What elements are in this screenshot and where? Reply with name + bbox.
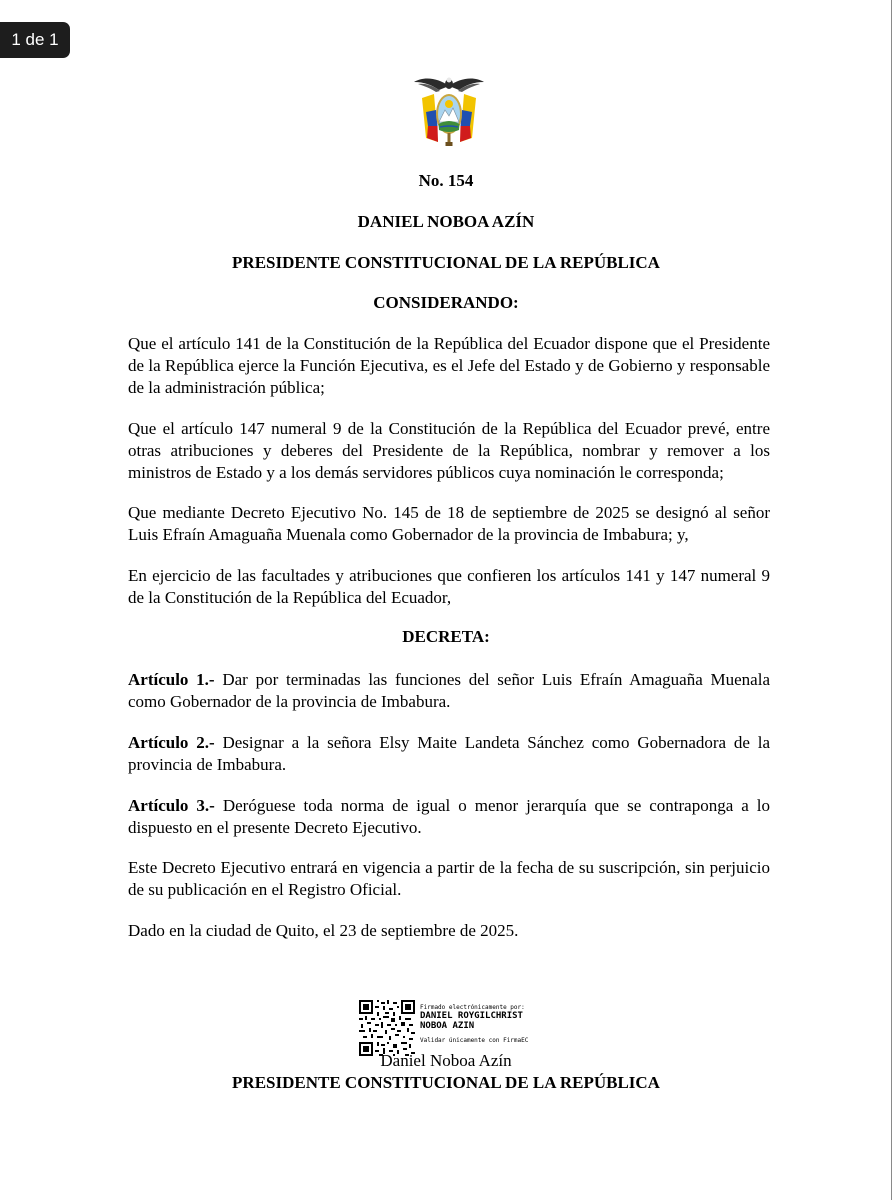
- article-text: Deróguese toda norma de igual o menor jerarquía que se contraponga a lo dispuesto en el presente Decreto Ejecutivo.: [128, 796, 771, 837]
- dado-en-paragraph: Dado en la ciudad de Quito, el 23 de septiembre de 2025.: [128, 921, 519, 940]
- article-text: Designar a la señora Elsy Maite Landeta Sánchez como Gobernadora de la provincia de Imbabura.: [128, 733, 771, 774]
- signer-title: PRESIDENTE CONSTITUCIONAL DE LA REPÚBLICA: [232, 1073, 660, 1092]
- article-label: Artículo 1.-: [128, 670, 215, 689]
- decree-number: No. 154: [418, 171, 474, 190]
- qr-code-icon: [359, 1000, 415, 1056]
- ecuador-coat-of-arms-icon: [412, 72, 486, 148]
- decreta-heading: DECRETA:: [402, 627, 490, 646]
- signer-name: Daniel Noboa Azín: [380, 1051, 512, 1070]
- signer-name-line-1: DANIEL ROYGILCHRIST: [420, 1011, 523, 1021]
- author-title: PRESIDENTE CONSTITUCIONAL DE LA REPÚBLICA: [232, 253, 660, 272]
- signed-by-label: Firmado electrónicamente por:: [420, 1004, 525, 1011]
- author-name: DANIEL NOBOA AZÍN: [357, 212, 535, 231]
- considerando-paragraph: Que mediante Decreto Ejecutivo No. 145 de 18 de septiembre de 2025 se designó al señor Luis Efraín Amaguaña Muenala como Gobernador de la provincia de Imbabura; y,: [128, 503, 770, 544]
- article-2: [128, 732, 770, 776]
- signer-name-line-2: NOBOA AZIN: [420, 1021, 475, 1031]
- validation-note: Validar únicamente con FirmaEC: [420, 1037, 529, 1044]
- electronic-signature: [359, 1000, 559, 1058]
- vigencia-paragraph: Este Decreto Ejecutivo entrará en vigencia a partir de la fecha de su suscripción, sin perjuicio de su publicación en el Registro Oficial.: [128, 858, 770, 899]
- considerando-heading: CONSIDERANDO:: [373, 293, 519, 312]
- article-1: [128, 669, 770, 713]
- considerando-paragraph: Que el artículo 141 de la Constitución de la República del Ecuador dispone que el Presidente de la República ejerce la Función Ejecutiva, es el Jefe del Estado y de Gobierno y responsable de la administración pública;: [128, 334, 770, 397]
- considerando-paragraph: Que el artículo 147 numeral 9 de la Constitución de la República del Ecuador prevé, entre otras atribuciones y deberes del Presidente de la República, nombrar y remover a los ministros de Estado y a los demás servidores públicos cuya nominación le corresponda;: [128, 419, 770, 482]
- article-text: Dar por terminadas las funciones del señor Luis Efraín Amaguaña Muenala como Gobernador de la provincia de Imbabura.: [128, 670, 770, 711]
- article-label: Artículo 2.-: [128, 733, 215, 752]
- article-3: [128, 795, 770, 839]
- signature-details: [420, 1004, 528, 1044]
- article-label: Artículo 3.-: [128, 796, 215, 815]
- considerando-paragraph: En ejercicio de las facultades y atribuciones que confieren los artículos 141 y 147 numeral 9 de la Constitución de la República del Ecuador,: [128, 566, 770, 607]
- page-indicator-badge: 1 de 1: [0, 22, 70, 58]
